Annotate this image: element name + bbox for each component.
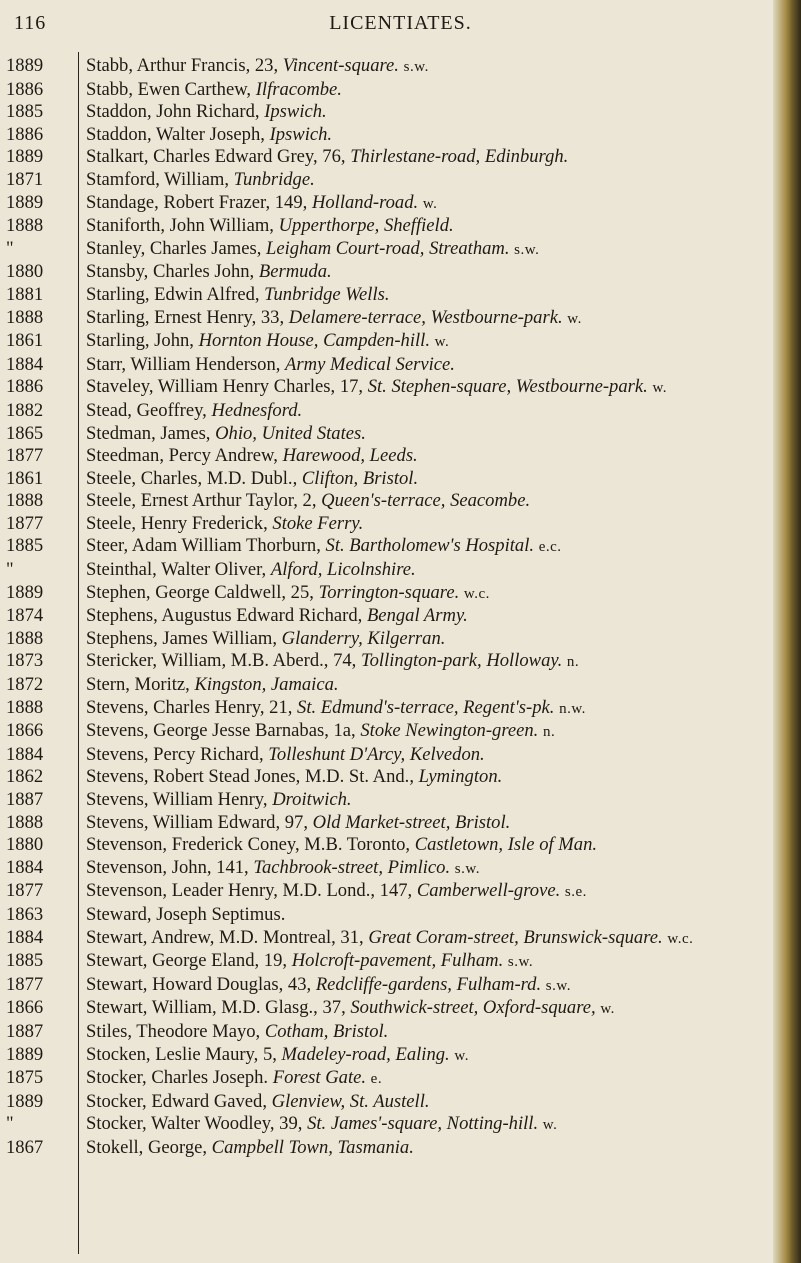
list-item [0, 720, 790, 744]
entry-address: Forest Gate. [272, 1067, 367, 1089]
entry-year: 1880 [6, 261, 44, 283]
list-item [0, 880, 790, 904]
entry-year: 1861 [6, 330, 44, 352]
entry-name: Stephen, George Caldwell, 25, [86, 581, 319, 603]
list-item [0, 697, 790, 721]
entry-year: 1877 [6, 973, 44, 995]
list-item [0, 423, 790, 446]
entry-address: Glenview, St. Austell. [271, 1090, 430, 1112]
entry-name: Stokell, George, [86, 1136, 212, 1158]
entry-address: Redcliffe-gardens, Fulham-rd. [315, 973, 542, 995]
entry-text [86, 720, 780, 744]
entry-name: Steele, Henry Frederick, [86, 512, 273, 534]
entry-address: Castletown, Isle of Man. [414, 834, 598, 856]
entry-name: Steward, Joseph Septimus. [86, 903, 286, 925]
entry-name: Stevens, William Edward, 97, [86, 811, 313, 833]
list-item [0, 997, 790, 1021]
entry-text [86, 79, 780, 102]
entry-year: 1863 [6, 903, 44, 925]
entry-text [86, 582, 780, 606]
entry-text [86, 330, 780, 354]
page-number: 116 [14, 12, 47, 34]
entry-name: Stamford, William, [86, 168, 234, 190]
list-item [0, 1091, 790, 1114]
entry-address: Great Coram-street, Brunswick-square. [368, 926, 663, 948]
entry-address: St. Bartholomew's Hospital. [325, 535, 535, 557]
entry-name: Staddon, John Richard, [86, 101, 265, 123]
entry-address: Tollington-park, Holloway. [360, 650, 563, 672]
entry-address: Delamere-terrace, Westbourne-park. [288, 306, 563, 328]
entry-address: Thirlestane-road, Edinburgh. [350, 146, 569, 168]
entry-name: Steer, Adam William Thorburn, [86, 535, 326, 557]
entry-name: Stevenson, Leader Henry, M.D. Lond., 147, [86, 880, 417, 902]
entry-district: s.w. [454, 860, 480, 877]
entry-text [86, 650, 780, 674]
entry-address: Campbell Town, Tasmania. [211, 1136, 414, 1158]
entry-text [86, 1021, 780, 1044]
entry-address: Clifton, Bristol. [301, 467, 419, 489]
entry-text [86, 628, 780, 651]
entry-year: 1884 [6, 856, 44, 878]
list-item [0, 766, 790, 789]
list-item [0, 628, 790, 651]
list-item [0, 261, 790, 284]
entry-district: w.c. [463, 585, 490, 602]
entry-year: 1866 [6, 997, 44, 1019]
entry-address: Southwick-street, Oxford-square, [350, 997, 596, 1019]
list-item [0, 857, 790, 881]
entry-address: Old Market-street, Bristol. [312, 811, 511, 833]
entry-year: 1865 [6, 422, 44, 444]
entry-year: 1871 [6, 168, 44, 190]
list-item [0, 904, 790, 927]
entry-district: w. [454, 1047, 469, 1064]
entry-name: Stanley, Charles James, [86, 237, 267, 259]
entry-text [86, 766, 780, 789]
entry-text [86, 605, 780, 628]
list-item [0, 354, 790, 377]
entry-year: 1862 [6, 766, 44, 788]
entry-address: Ipswich. [264, 101, 327, 123]
list-item [0, 812, 790, 835]
list-item [0, 650, 790, 674]
entry-year: 1877 [6, 445, 44, 467]
list-item [0, 513, 790, 536]
entry-name: Staniforth, John William, [86, 215, 279, 237]
entry-year: 1888 [6, 696, 44, 718]
entry-text [86, 238, 780, 262]
entry-name: Starling, John, [86, 330, 199, 352]
entry-name: Stewart, Andrew, M.D. Montreal, 31, [86, 926, 369, 948]
entry-text [86, 559, 780, 582]
list-item [0, 146, 790, 169]
entry-name: Steele, Ernest Arthur Taylor, 2, [86, 490, 322, 512]
page-edge-shadow [773, 0, 801, 1263]
entry-district: e.c. [538, 539, 562, 556]
entry-text [86, 376, 780, 400]
entry-district: s.w. [514, 241, 540, 258]
entry-address: Leigham Court-road, Streatham. [266, 237, 510, 259]
entry-name: Stansby, Charles John, [86, 261, 259, 283]
list-item [0, 605, 790, 628]
entry-address: Glanderry, Kilgerran. [281, 627, 446, 649]
entry-address: Hornton House, Campden-hill. [198, 330, 430, 352]
list-item [0, 490, 790, 513]
entry-district: w. [600, 1001, 615, 1018]
entry-name: Staddon, Walter Joseph, [86, 123, 270, 145]
entry-year: 1875 [6, 1067, 44, 1089]
entry-text [86, 927, 780, 951]
entry-district: s.w. [507, 954, 534, 971]
entry-year: 1888 [6, 215, 44, 237]
entry-address: Vincent-square. [282, 55, 399, 76]
entry-year: 1884 [6, 926, 44, 948]
entry-year: 1881 [6, 283, 44, 305]
entry-text [86, 1137, 780, 1160]
entry-text [86, 513, 780, 536]
list-item [0, 789, 790, 812]
entry-address: Ipswich. [269, 123, 333, 145]
entry-address: Bengal Army. [366, 605, 468, 627]
list-item [0, 124, 790, 147]
list-item [0, 376, 790, 400]
entry-name: Stevens, Robert Stead Jones, M.D. St. And., [86, 766, 419, 788]
entry-text [86, 490, 780, 513]
entry-year: 1888 [6, 811, 44, 833]
entry-text [86, 124, 780, 147]
entry-year: 1887 [6, 789, 44, 810]
entry-name: Stocker, Charles Joseph. [86, 1067, 273, 1089]
entry-address: Tunbridge. [233, 168, 315, 190]
entry-address: Army Medical Service. [285, 353, 455, 375]
entry-address: Droitwich. [272, 789, 352, 810]
entry-address: Tunbridge Wells. [264, 283, 390, 305]
entry-text [86, 1044, 780, 1068]
entry-year: 1886 [6, 376, 44, 398]
page-header [0, 6, 801, 40]
entry-name: Steinthal, Walter Oliver, [86, 559, 271, 581]
entry-name: Steedman, Percy Andrew, [86, 445, 283, 467]
entry-address: Torrington-square. [318, 581, 460, 603]
entry-name: Stericker, William, M.B. Aberd., 74, [86, 650, 361, 672]
entry-name: Starling, Edwin Alfred, [86, 283, 265, 305]
entry-address: Stoke Newington-green. [360, 720, 539, 742]
entry-address: Tolleshunt D'Arcy, Kelvedon. [268, 743, 485, 765]
entry-address: Cotham, Bristol. [264, 1020, 389, 1042]
entry-address: Upperthorpe, Sheffield. [278, 215, 454, 237]
entry-name: Stevens, William Henry, [86, 789, 273, 810]
entry-name: Starr, William Henderson, [86, 353, 286, 375]
entry-year: 1885 [6, 535, 44, 557]
entry-text [86, 445, 780, 468]
entry-year: 1887 [6, 1020, 44, 1042]
entry-district: n. [543, 724, 556, 741]
entry-name: Starling, Ernest Henry, 33, [86, 306, 289, 328]
entry-text [86, 674, 780, 697]
entry-district: w.c. [667, 930, 694, 947]
entry-year: 1884 [6, 743, 44, 765]
list-item [0, 535, 790, 559]
entry-year: 1884 [6, 353, 44, 375]
entry-address: Lymington. [418, 766, 503, 788]
entry-text [86, 261, 780, 284]
entry-year: 1880 [6, 834, 44, 856]
entry-name: Stevens, George Jesse Barnabas, 1a, [86, 720, 361, 742]
entry-name: Stephens, James William, [86, 627, 282, 649]
entry-name: Stiles, Theodore Mayo, [86, 1020, 265, 1042]
entry-text [86, 400, 780, 423]
entry-year: 1889 [6, 1090, 44, 1112]
entry-text [86, 834, 780, 857]
entry-text [86, 169, 780, 192]
entry-name: Stephens, Augustus Edward Richard, [86, 605, 367, 627]
entry-name: Stevens, Charles Henry, 21, [86, 696, 298, 718]
entry-name: Stocken, Leslie Maury, 5, [86, 1043, 282, 1065]
entry-text [86, 284, 780, 307]
entry-year: 1888 [6, 306, 44, 328]
entry-year: 1873 [6, 650, 44, 672]
entry-name: Stevenson, Frederick Coney, M.B. Toronto, [86, 834, 415, 856]
entry-year: 1886 [6, 123, 44, 145]
list-item [0, 445, 790, 468]
list-item [0, 468, 790, 491]
entry-address: St. James'-square, Notting-hill. [307, 1113, 539, 1135]
entry-district: n. [566, 654, 580, 671]
entry-year: 1877 [6, 512, 44, 534]
entry-name: Stewart, Howard Douglas, 43, [86, 973, 316, 995]
entry-year: " [6, 559, 14, 581]
entry-text [86, 789, 780, 812]
entry-district: e. [370, 1071, 383, 1088]
entry-text [86, 857, 780, 881]
entry-text [86, 1113, 780, 1137]
entry-text [86, 307, 780, 331]
entry-district: w. [422, 195, 438, 212]
entry-name: Staveley, William Henry Charles, 17, [86, 376, 368, 398]
entry-address: Ilfracombe. [255, 78, 342, 100]
entry-year: 1866 [6, 720, 44, 742]
entry-address: Kingston, Jamaica. [194, 674, 339, 696]
entry-text [86, 950, 780, 974]
entry-year: 1888 [6, 490, 44, 512]
entry-name: Stevenson, John, 141, [86, 856, 254, 878]
entry-address: Alford, Licolnshire. [270, 559, 416, 581]
entry-year: 1889 [6, 581, 44, 603]
entry-name: Stabb, Arthur Francis, 23, [86, 55, 283, 76]
entry-address: Hednesford. [211, 399, 303, 421]
entry-address: Queen's-terrace, Seacombe. [321, 490, 531, 512]
entry-address: St. Edmund's-terrace, Regent's-pk. [297, 696, 555, 718]
entry-text [86, 997, 780, 1021]
entry-year: 1889 [6, 55, 44, 76]
entry-address: Stoke Ferry. [272, 512, 364, 534]
entry-year: 1872 [6, 674, 44, 696]
page-title: LICENTIATES. [329, 12, 472, 34]
entry-district: s.w. [545, 977, 571, 994]
list-item [0, 169, 790, 192]
entry-name: Stocker, Edward Gaved, [86, 1090, 272, 1112]
list-item [0, 582, 790, 606]
entry-name: Stewart, William, M.D. Glasg., 37, [86, 997, 351, 1019]
list-item [0, 55, 790, 79]
list-item [0, 927, 790, 951]
list-item [0, 79, 790, 102]
entry-text [86, 354, 780, 377]
entry-address: Ohio, United States. [215, 422, 366, 444]
entry-text [86, 812, 780, 835]
list-item [0, 674, 790, 697]
entry-year: 1882 [6, 399, 44, 421]
list-item [0, 101, 790, 124]
entry-text [86, 904, 780, 927]
entry-district: n.w. [559, 700, 586, 717]
list-item [0, 974, 790, 998]
entry-address: Camberwell-grove. [416, 880, 561, 902]
entry-text [86, 146, 780, 169]
entry-text [86, 974, 780, 998]
entry-year: 1889 [6, 191, 44, 213]
entry-address: Holcroft-pavement, Fulham. [291, 950, 504, 972]
entry-name: Steele, Charles, M.D. Dubl., [86, 467, 302, 489]
entry-name: Stead, Geoffrey, [86, 399, 212, 421]
entry-text [86, 1091, 780, 1114]
entry-text [86, 215, 780, 238]
list-item [0, 215, 790, 238]
entry-text [86, 55, 780, 79]
entry-address: Harewood, Leeds. [282, 445, 418, 467]
entry-year: " [6, 237, 14, 259]
entry-year: 1889 [6, 1043, 44, 1065]
list-item [0, 192, 790, 216]
entry-address: Bermuda. [258, 261, 332, 283]
entry-text [86, 468, 780, 491]
entry-year: 1888 [6, 627, 44, 649]
entry-year: 1889 [6, 146, 44, 168]
entry-name: Stewart, George Eland, 19, [86, 950, 292, 972]
entry-text [86, 744, 780, 767]
list-item [0, 1021, 790, 1044]
entry-name: Standage, Robert Frazer, 149, [86, 191, 312, 213]
list-item [0, 1137, 790, 1160]
entry-name: Stalkart, Charles Edward Grey, 76, [86, 146, 351, 168]
entry-year: 1877 [6, 880, 44, 902]
list-item [0, 1044, 790, 1068]
entry-year: 1885 [6, 101, 44, 123]
entry-year: 1886 [6, 78, 44, 100]
licentiates-list [0, 55, 790, 1160]
list-item [0, 1113, 790, 1137]
list-item [0, 950, 790, 974]
entry-text [86, 192, 780, 216]
entry-name: Stedman, James, [86, 422, 216, 444]
list-item [0, 284, 790, 307]
entry-year: 1874 [6, 605, 44, 627]
entry-name: Stevens, Percy Richard, [86, 743, 269, 765]
entry-district: w. [542, 1117, 558, 1134]
entry-name: Stabb, Ewen Carthew, [86, 78, 256, 100]
entry-address: St. Stephen-square, Westbourne-park. [367, 376, 648, 398]
list-item [0, 744, 790, 767]
entry-address: Tachbrook-street, Pimlico. [253, 856, 451, 878]
entry-year: 1885 [6, 950, 44, 972]
list-item [0, 834, 790, 857]
list-item [0, 1067, 790, 1091]
entry-name: Stocker, Walter Woodley, 39, [86, 1113, 308, 1135]
entry-text [86, 535, 780, 559]
entry-year: " [6, 1113, 14, 1135]
entry-district: w. [652, 380, 668, 397]
entry-district: s.w. [403, 59, 429, 75]
entry-name: Stern, Moritz, [86, 674, 195, 696]
entry-address: Madeley-road, Ealing. [281, 1043, 450, 1065]
entry-text [86, 880, 780, 904]
list-item [0, 238, 790, 262]
entry-address: Holland-road. [311, 191, 419, 213]
entry-text [86, 101, 780, 124]
entry-text [86, 1067, 780, 1091]
entry-text [86, 423, 780, 446]
list-item [0, 400, 790, 423]
list-item [0, 330, 790, 354]
list-item [0, 559, 790, 582]
entry-district: s.e. [564, 884, 587, 901]
list-item [0, 307, 790, 331]
entry-district: w. [434, 334, 450, 351]
entry-district: w. [567, 310, 582, 327]
entry-year: 1867 [6, 1136, 44, 1158]
entry-year: 1861 [6, 467, 44, 489]
entry-text [86, 697, 780, 721]
